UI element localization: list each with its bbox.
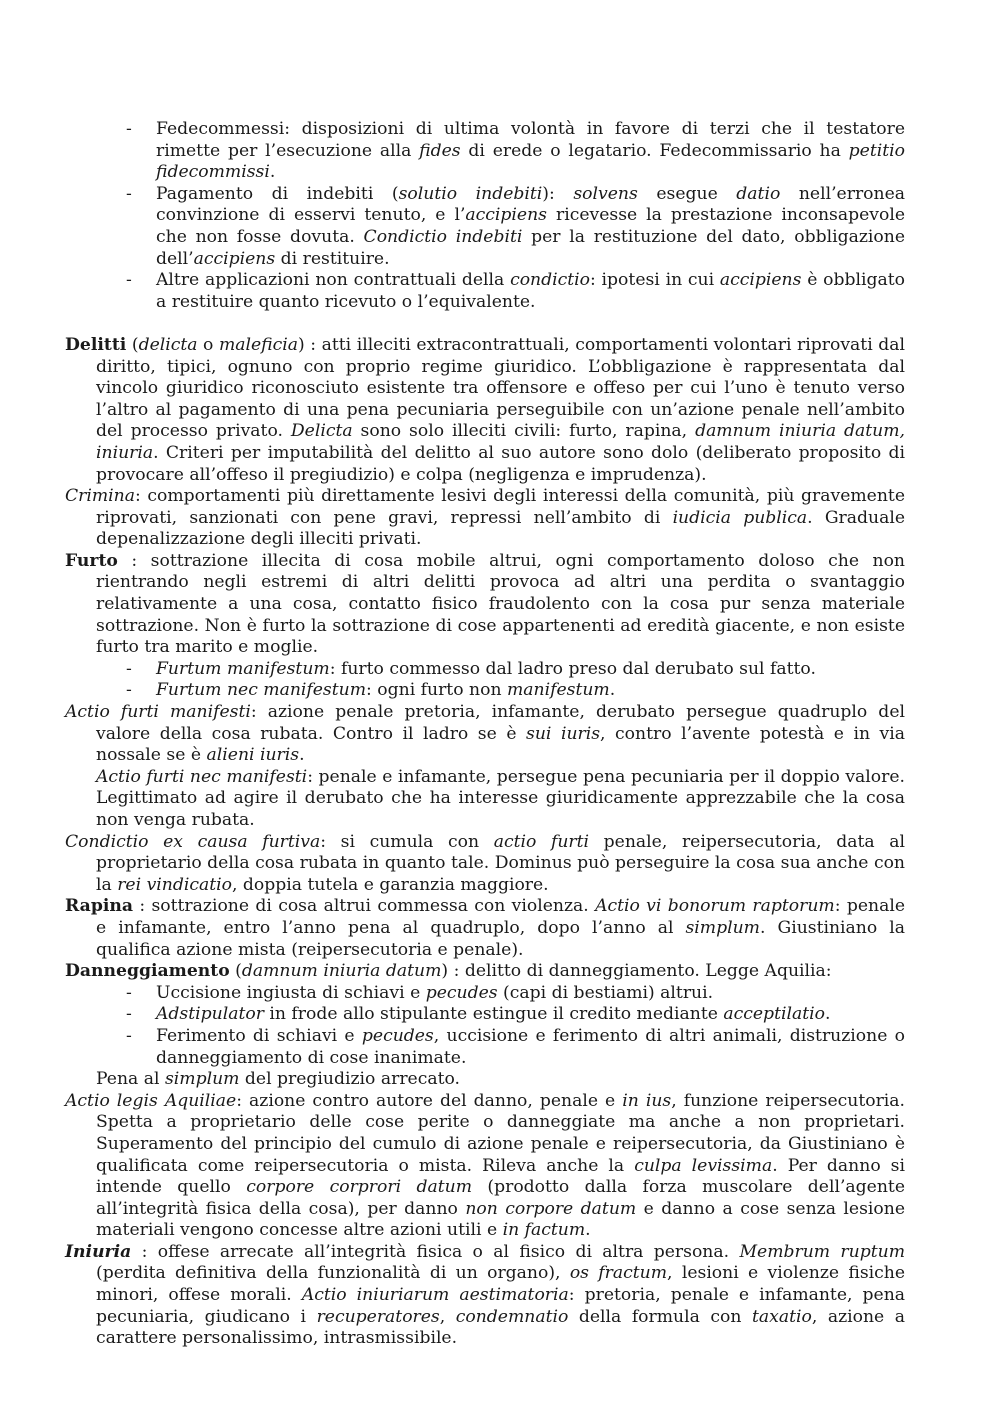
italic-term: Adstipulator <box>156 1004 264 1025</box>
glossary-entry: Danneggiamento (damnum iniuria datum) : delitto di danneggiamento. Legge Aquilia: <box>65 961 832 982</box>
bullet-item <box>65 184 905 270</box>
document-body <box>65 335 905 1350</box>
italic-term: manifestum <box>506 680 610 701</box>
entry-continuation: Actio furti nec manifesti: penale e infamante, persegue pena pecuniaria per il doppio valore. Legittimato ad agire il derubato che ha interesse giuridicamente apprezzabile che la cosa non venga rubata. <box>96 766 905 830</box>
bullet-text: Furtum manifestum: furto commesso dal ladro preso dal derubato sul fatto. <box>156 658 816 679</box>
italic-term: in ius <box>622 1090 672 1111</box>
italic-term: fides <box>419 140 461 161</box>
italic-term: culpa levissima <box>634 1155 773 1176</box>
italic-term: Actio vi bonorum raptorum <box>595 896 835 917</box>
glossary-entry: Actio legis Aquiliae: azione contro autore del danno, penale e in ius, funzione reipersecutoria. Spetta a proprietario delle cose perite o danneggiate ma anche a non proprietari. Superamento del principio del cumulo di azione penale e reipersecutoria, da Giustiniano è qualificata come reipersecutoria o mista. Rileva anche la culpa levissima. Per danno si intende quello corpore corprori datum (prodotto dalla forza muscolare dell’agente all’integrità fisica della cosa), per danno non corpore datum e danno a cose senza lesione materiali vengono concesse altre azioni utili e in factum. <box>65 1090 906 1241</box>
bullet-text: Altre applicazioni non contrattuali della condictio: ipotesi in cui accipiens è obbligato a restituire quanto ricevuto o l’equivalente. <box>156 270 905 312</box>
italic-term: pecudes <box>361 1025 434 1046</box>
italic-term: alieni iuris <box>206 745 300 766</box>
bold-heading-term: Danneggiamento <box>65 961 230 982</box>
bold-heading-term: Delitti <box>65 334 127 355</box>
italic-term: condemnatio <box>455 1306 569 1327</box>
italic-term: Furtum manifestum <box>156 658 330 679</box>
italic-term: maleficia <box>218 334 299 355</box>
italic-term: damnum iniuria datum <box>241 961 442 982</box>
bullet-dash: - <box>126 658 132 679</box>
bullet-dash: - <box>126 119 132 139</box>
paragraph-gap <box>65 313 905 335</box>
glossary-entry: Delitti (delicta o maleficia) : atti illeciti extracontrattuali, comportamenti volontari riprovati dal diritto, tipici, ognuno con proprio regime giuridico. L’obbligazione è rappresentata dal vincolo giuridico riconosciuto esistente tra offensore e offeso per cui l’uno è tenuto verso l’altro al pagamento di una pena pecuniaria perseguibile con un’azione penale nell’ambito del processo privato. Delicta sono solo illeciti civili: furto, rapina, damnum iniuria datum, iniuria. Criteri per imputabilità del delitto al suo autore sono dolo (deliberato proposito di provocare all’offeso il pregiudizio) e colpa (negligenza e imprudenza). <box>65 334 905 485</box>
italic-term: Actio iniuriarum aestimatoria <box>301 1285 569 1306</box>
bullet-item <box>65 270 905 313</box>
bullet-dash: - <box>126 680 132 701</box>
italic-term: simplum <box>164 1069 240 1090</box>
glossary-entry: Crimina: comportamenti più direttamente lesivi degli interessi della comunità, più gravemente riprovati, sanzionati con pene gravi, repressi nell’ambito di iudicia publica. Graduale depenalizzazione degli illeciti privati. <box>65 486 906 550</box>
document-page <box>65 119 905 1350</box>
italic-term: Actio furti nec manifesti <box>96 766 308 787</box>
italic-term: in factum <box>502 1220 586 1241</box>
italic-term: pecudes <box>425 982 498 1003</box>
bullet-dash: - <box>126 1004 132 1025</box>
italic-term: Condictio ex causa furtiva <box>65 831 321 852</box>
bullet-item <box>65 680 905 702</box>
bullet-text: Ferimento di schiavi e pecudes, uccisione e ferimento di altri animali, distruzione o danneggiamento di cose inanimate. <box>156 1025 905 1068</box>
bullet-dash: - <box>126 270 132 291</box>
italic-term: Actio furti manifesti <box>65 702 251 723</box>
italic-term: petitio fidecommissi <box>156 140 905 183</box>
bullet-item <box>65 1026 905 1069</box>
italic-term: rei vindicatio <box>117 874 232 895</box>
italic-term: Condictio indebiti <box>363 226 523 247</box>
glossary-entry: Iniuria : offese arrecate all’integrità fisica o al fisico di altra persona. Membrum ruptum (perdita definitiva della funzionalità di un organo), os fractum, lesioni e violenze fisiche minori, offese morali. Actio iniuriarum aestimatoria: pretoria, penale e infamante, pena pecuniaria, giudicano i recuperatores, condemnatio della formula con taxatio, azione a carattere personalissimo, intrasmissibile. <box>65 1241 906 1349</box>
bullet-text: Uccisione ingiusta di schiavi e pecudes (capi di bestiami) altrui. <box>156 982 714 1003</box>
bold-heading-term: Furto <box>65 550 118 571</box>
italic-term: damnum iniuria datum, iniuria <box>96 421 905 463</box>
italic-term: non corpore datum <box>465 1198 637 1219</box>
italic-term: simplum <box>685 917 760 938</box>
bold-heading-term: Rapina <box>65 896 133 917</box>
italic-term: accipiens <box>465 205 547 226</box>
italic-term: Crimina <box>65 486 135 507</box>
italic-term: accipiens <box>719 270 802 291</box>
italic-term: taxatio <box>751 1306 812 1327</box>
italic-term: Membrum ruptum <box>739 1241 905 1262</box>
italic-term: datio <box>736 183 781 204</box>
bullet-text: Fedecommessi: disposizioni di ultima volontà in favore di terzi che il testatore rimette per l’esecuzione alla fides di erede o legatario. Fedecommissario ha petitio fidecommissi. <box>156 119 905 183</box>
italic-term: accipiens <box>193 248 276 269</box>
italic-term: Actio legis Aquiliae <box>65 1090 237 1111</box>
entry-continuation: Pena al simplum del pregiudizio arrecato. <box>96 1069 460 1090</box>
italic-term: condictio <box>510 270 590 291</box>
italic-term: solutio indebiti <box>398 183 543 204</box>
italic-term: Furtum nec manifestum <box>156 680 367 701</box>
italic-term: acceptilatio <box>723 1004 825 1025</box>
bullet-item <box>65 1004 905 1026</box>
bullet-dash: - <box>126 982 132 1003</box>
glossary-entry: Condictio ex causa furtiva: si cumula con actio furti penale, reipersecutoria, data al proprietario della cosa rubata in quanto tale. Dominus può perseguire la cosa sua anche con la rei vindicatio, doppia tutela e garanzia maggiore. <box>65 831 905 895</box>
italic-term: recuperatores <box>316 1306 440 1327</box>
italic-term: solvens <box>573 183 638 204</box>
bullet-dash: - <box>126 183 132 204</box>
bullet-text: Pagamento di indebiti (solutio indebiti): solvens esegue datio nell’erronea convinzione di esservi tenuto, e l’accipiens ricevesse la prestazione inconsapevole che non fosse dovuta. Condictio indebiti per la restituzione del dato, obbligazione dell’accipiens di restituire. <box>156 183 906 269</box>
bullet-item <box>65 119 905 184</box>
italic-term: actio furti <box>493 831 590 852</box>
italic-term: delicta <box>138 334 198 355</box>
intro-bullet-list <box>65 119 905 313</box>
glossary-entry: Actio furti manifesti: azione penale pretoria, infamante, derubato persegue quadruplo del valore della cosa rubata. Contro il ladro se è sui iuris, contro l’avente potestà e in via nossale se è alieni iuris. <box>65 702 905 766</box>
bullet-item <box>65 659 905 681</box>
bullet-text: Furtum nec manifestum: ogni furto non manifestum. <box>156 680 616 701</box>
italic-term: os fractum <box>569 1263 668 1284</box>
glossary-entry: Furto : sottrazione illecita di cosa mobile altrui, ogni comportamento doloso che non rientrando negli estremi di altri delitti provoca ad altri una perdita o svantaggio relativamente a una cosa, contatto fisico fraudolento con la cosa pur senza materiale sottrazione. Non è furto la sottrazione di cose appartenenti ad eredità giacente, e non esiste furto tra marito e moglie. <box>65 550 905 658</box>
italic-term: Delicta <box>290 421 353 442</box>
italic-term: sui iuris <box>526 723 601 744</box>
bullet-dash: - <box>126 1025 132 1046</box>
italic-term: corpore corprori datum <box>246 1177 472 1198</box>
bold-italic-heading-term: Iniuria <box>65 1241 132 1262</box>
glossary-entry: Rapina : sottrazione di cosa altrui commessa con violenza. Actio vi bonorum raptorum: penale e infamante, entro l’anno pena al quadruplo, dopo l’anno al simplum. Giustiniano la qualifica azione mista (reipersecutoria e penale). <box>65 896 905 960</box>
bullet-text: Adstipulator in frode allo stipulante estingue il credito mediante acceptilatio. <box>156 1004 831 1025</box>
bullet-item <box>65 983 905 1005</box>
italic-term: iudicia publica <box>672 507 808 528</box>
